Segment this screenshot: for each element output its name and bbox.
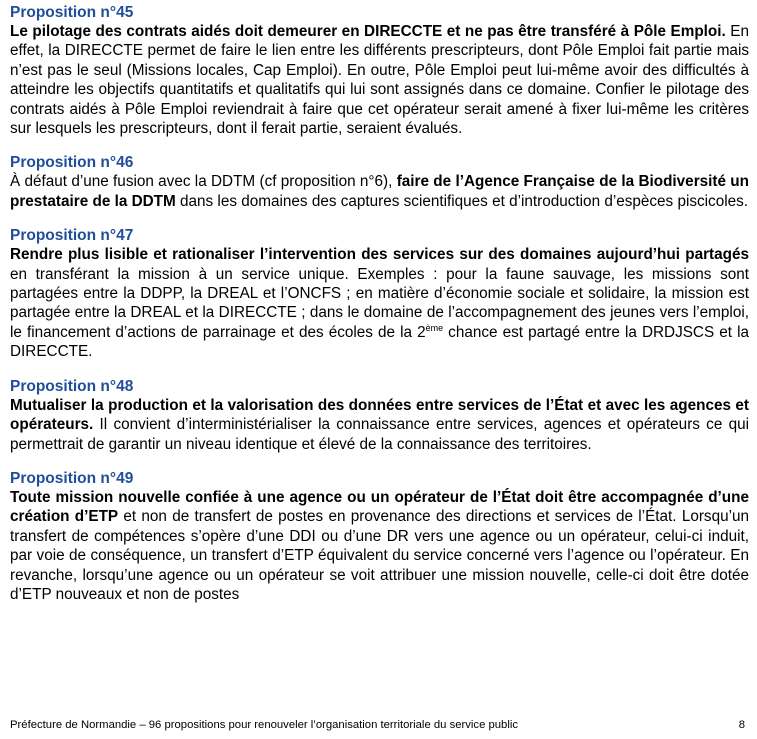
proposition-paragraph xyxy=(10,172,749,211)
proposition-body-text: En effet, la DIRECCTE permet de faire le lien entre les différents prescripteurs, dont Pôle Emploi fait partie mais n’est pas le seul (Missions locales, Cap Emploi). En outre, Pôle Emploi peut lui-même avoir des difficultés à atteindre les objectifs quantitatifs et qualitatifs qui lui sont assignés dans ce domaine. Confier le pilotage des contrats aidés à Pôle Emploi reviendrait à faire que cet opérateur serait amené à fixer lui-même les critères sur lesquels les prescripteurs, dont il ferait partie, seraient évalués. xyxy=(10,23,749,138)
proposition-49 xyxy=(10,469,749,604)
proposition-bold-text: faire de l’Agence Française de la Biodiversité un prestataire de la DDTM xyxy=(10,173,749,210)
superscript-text: ème xyxy=(425,322,444,333)
proposition-45 xyxy=(10,3,749,138)
proposition-heading: Proposition n°48 xyxy=(10,377,134,395)
proposition-heading: Proposition n°47 xyxy=(10,227,134,245)
footer-text: Préfecture de Normandie – 96 propositions pour renouveler l’organisation territoriale du service public xyxy=(10,719,519,731)
proposition-bold-text: Mutualiser la production et la valorisation des données entre services de l’État et avec les agences et opérateurs. xyxy=(10,396,749,434)
proposition-lead-text: À défaut d’une fusion avec la DDTM (cf proposition n°6), xyxy=(10,173,397,191)
proposition-paragraph xyxy=(10,396,749,454)
proposition-48 xyxy=(10,377,749,454)
proposition-body-text: Il convient d’interministérialiser la connaissance entre services, agences et opérateurs ce qui permettrait de garantir un niveau identique et élevé de la connaissance des territoires. xyxy=(10,416,749,453)
page-footer xyxy=(10,718,745,732)
page-number: 8 xyxy=(738,719,745,731)
proposition-body-text: en transférant la mission à un service unique. Exemples : pour la faune sauvage, les missions sont partagées entre la DDPP, la DREAL et l’ONCFS ; en matière d’économie sociale et solidaire, la mission est partagée entre la DREAL et la DIRECCTE ; dans le domaine de l’accompagnement des jeunes vers l’emploi, le financement d’actions de parrainage et des écoles de la 2 xyxy=(10,265,749,341)
proposition-heading: Proposition n°45 xyxy=(10,4,134,21)
proposition-body-text: et non de transfert de postes en provenance des directions et services de l’État. Lorsqu’un transfert de compétences s’opère d’une DDI ou d’une DR vers une agence ou un opérateur, celui-ci induit, par voie de conséquence, un transfert d’ETP équivalent du service concerné vers l’agence ou l’opérateur. En revanche, lorsqu’une agence ou un opérateur se voit attribuer une mission nouvelle, celle-ci doit être dotée d’ETP nouveaux et non de postes xyxy=(10,508,749,603)
proposition-47 xyxy=(10,226,749,361)
proposition-bold-text: Rendre plus lisible et rationaliser l’intervention des services sur des domaines aujourd’hui partagés xyxy=(10,246,749,264)
proposition-bold-text: Toute mission nouvelle confiée à une agence ou un opérateur de l’État doit être accompagnée d’une création d’ETP xyxy=(10,488,749,526)
proposition-heading: Proposition n°46 xyxy=(10,154,134,172)
document-body xyxy=(10,3,749,619)
proposition-body-text: dans les domaines des captures scientifiques et d’introduction d’espèces piscicoles. xyxy=(175,192,749,210)
proposition-heading: Proposition n°49 xyxy=(10,469,134,487)
proposition-paragraph xyxy=(10,22,749,138)
proposition-46 xyxy=(10,153,749,211)
proposition-paragraph xyxy=(10,488,749,604)
proposition-paragraph xyxy=(10,245,749,361)
proposition-bold-text: Le pilotage des contrats aidés doit demeurer en DIRECCTE et ne pas être transféré à Pôle Emploi. xyxy=(10,23,726,40)
proposition-body-text-continued: chance est partagé entre la DRDJSCS et la DIRECCTE. xyxy=(10,323,749,361)
